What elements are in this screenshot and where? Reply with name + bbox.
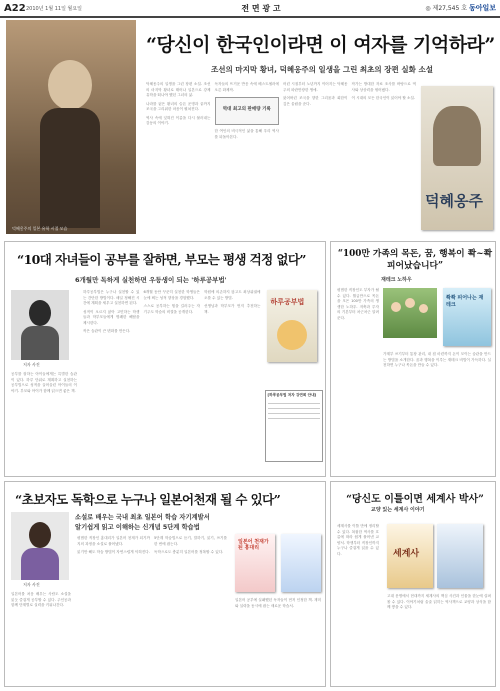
ad1-book-cover bbox=[421, 86, 493, 230]
ad5-body-left: 세계사를 이틀 만에 정리할 수 있다. 복잡한 역사를 흐름에 따라 쉽게 풀어낸 교양서. 학생부터 직장인까지 누구나 즐겁게 읽을 수 있다. bbox=[337, 524, 379, 556]
ad5-body: 고대 문명에서 현대까지 세계사의 핵심 사건과 인물을 한눈에 살펴볼 수 있다. 이야기처럼 술술 읽히는 역사책으로 교양과 상식을 함께 쌓을 수 있다. bbox=[387, 594, 491, 609]
ad1-body: 덕혜옹주의 일생을 그린 장편 소설. 조선의 마지막 황녀로 태어나 일본으로 강제 유학을 떠나야 했던 그녀의 삶. 나라를 잃은 황녀의 슬픈 운명과 끝까지 조국을 그리워한 마음이 펼쳐진다. 역사 속에 잊혀진 이름을 다시 불러내는 감동의 이야기. 독자들의 뜨거운 반응 속에 베스트셀러에 오른 화제작. 역대 최고의 판매량 기록 한 여인의 비극적인 삶을 통해 우리 역사를 되돌아본다. 어린 시절부터 노년까지 이어지는 덕혜옹주의 파란만장한 생애. 잃어버린 조국을 향한 그리움과 회한이 깊은 울림을 준다. 작가는 방대한 자료 조사를 바탕으로 역사와 상상력을 엮어냈다. 이 시대의 모든 한국인이 읽어야 할 소설. bbox=[146, 82, 416, 139]
ad5-book-cover-2 bbox=[437, 524, 483, 588]
ad1-box bbox=[215, 97, 280, 125]
ad2-photo-caption: 저자 사진 bbox=[23, 362, 40, 367]
portrait-photo bbox=[6, 20, 136, 234]
ad1-box-title: 역대 최고의 판매량 기록 bbox=[222, 107, 271, 112]
ad2-book-cover bbox=[267, 290, 317, 362]
ad-japanese bbox=[4, 481, 326, 687]
ad4-book-title: 일본어 천재가 된 홍대리 bbox=[238, 539, 269, 551]
ad3-book-title: 쫙쫙 피어나는 재테크 bbox=[446, 295, 484, 308]
ad4-subtitle-2: 알기쉽게 읽고 이해하는 신개념 5단계 학습법 bbox=[75, 524, 200, 531]
ad2-lecture-table bbox=[265, 390, 323, 462]
ad2-body: 하루공부법은 누구나 실천할 수 있는 간단한 방법이다. 매일 정해진 시간에 계획을 세우고 실천하면 된다. 성적이 오르지 않아 고민하는 학생들과 학부모들에게 명쾌한 해답을 제시한다. 작은 습관이 큰 변화를 만든다. 6개월 동안 꾸준히 실천한 학생들은 눈에 띄는 성적 향상을 경험했다. 스스로 공부하는 힘을 길러주는 자기주도 학습의 비결을 공개한다. 학원에 의존하지 않고도 최상위권에 오를 수 있는 방법. 선생님과 학부모가 먼저 추천하는 책. 하루공부법 [하루공부법 저자 강연회 안내] bbox=[83, 290, 321, 472]
ad2-table-title: [하루공부법 저자 강연회 안내] bbox=[267, 393, 317, 397]
ad-finance bbox=[330, 241, 496, 477]
family-photo bbox=[383, 288, 437, 338]
ad3-subtitle: 재테크 노하우 bbox=[381, 277, 412, 283]
ad3-body: 가계부 쓰기부터 통장 관리, 내 집 마련까지 돈이 모이는 습관을 만드는 방법을 소개한다. 꿈과 행복을 이루는 재테크 비법이 가득하다. 실천하면 누구나 목돈을 만들 수 있다. bbox=[383, 352, 491, 367]
ad2-book-title: 하루공부법 bbox=[270, 298, 305, 306]
author-photo bbox=[11, 290, 69, 360]
ad-deokhye bbox=[6, 20, 496, 238]
ad5-book-cover bbox=[387, 524, 433, 588]
paper-logo: 동아일보 bbox=[468, 4, 496, 12]
issue-number: ◎ 제27,545 호 bbox=[425, 5, 468, 12]
ad-world-history bbox=[330, 481, 496, 687]
ad4-body-right: 일본어 공부에 실패했던 독자들이 먼저 인정한 책. 재미와 실력을 동시에 잡는 새로운 학습서. bbox=[235, 598, 321, 608]
ad5-book-title: 세계사 bbox=[393, 549, 420, 559]
issue-date: 2010년 1월 11일 월요일 bbox=[26, 5, 83, 12]
author-photo-2 bbox=[11, 512, 69, 580]
ad5-subtitle: 교양 있는 세계사 이야기 bbox=[371, 507, 425, 513]
ad3-headline: “100만 가족의 목돈, 꿈, 행복이 쫙~쫙 피어났습니다” bbox=[337, 249, 493, 271]
ad4-book-cover bbox=[235, 534, 275, 592]
ad3-body-left: 평범한 직장인도 부자가 될 수 있다. 월급만으로 목돈을 모은 100만 가족의 생생한 노하우. 저축과 투자의 기본부터 차근차근 알려준다. bbox=[337, 288, 379, 320]
ad4-body: 평범한 직장인 홍대리가 일본어 천재가 되기까지의 과정을 소설로 풀어냈다. 읽기만 해도 학습 방법이 자연스럽게 익혀진다. 5단계 학습법으로 듣기, 말하기, 읽기, 쓰기를 한 번에 잡는다. 독학으로도 충분히 일본어를 정복할 수 있다. bbox=[77, 536, 227, 554]
ad1-headline: “당신이 한국인이라면 이 여자를 기억하라” bbox=[146, 34, 495, 56]
ad1-subtitle: 조선의 마지막 황녀, 덕혜옹주의 일생을 그린 최초의 장편 실화 소설 bbox=[211, 65, 433, 74]
masthead bbox=[0, 0, 500, 18]
ad3-book-cover bbox=[443, 288, 491, 346]
ad1-book-title: 덕혜옹주 bbox=[425, 192, 483, 210]
ad2-subtitle: 6개월만 독하게 실천하면 우등생이 되는 '하루공부법' bbox=[75, 276, 227, 284]
ad4-headline: “초보자도 독학으로 누구나 일본어천재 될 수 있다” bbox=[15, 492, 281, 507]
ad4-photo-caption: 저자 사진 bbox=[23, 582, 40, 587]
photo-caption: 덕혜옹주의 일본 유학 시절 모습 bbox=[12, 226, 68, 231]
ad-study-method bbox=[4, 241, 326, 477]
paper-name bbox=[425, 3, 496, 13]
page-number: A22 bbox=[4, 2, 26, 14]
section-title: 전 면 광 고 bbox=[241, 3, 281, 13]
ad4-body-left: 일본어를 처음 배우는 사람도 소설을 읽듯 즐겁게 공부할 수 있다. 주인공과 함께 단계별로 실력을 키워나간다. bbox=[11, 592, 71, 607]
ad2-headline: “10대 자녀들이 공부를 잘하면, 부모는 평생 걱정 없다” bbox=[17, 252, 306, 267]
ad4-subtitle-1: 소설로 배우는 국내 최초 일본어 학습 자기계발서 bbox=[75, 514, 210, 521]
ad4-book-cover-2 bbox=[281, 534, 321, 592]
ad2-body-left: 공부를 잘하는 아이들에게는 특별한 습관이 있다. 하루 단위로 계획하고 실천하는 공부법으로 성적을 끌어올린 아이들의 이야기. 부모와 아이가 함께 읽으면 좋은 책. bbox=[11, 372, 77, 393]
ad5-headline: “당신도 이틀이면 세계사 박사” bbox=[346, 494, 484, 505]
